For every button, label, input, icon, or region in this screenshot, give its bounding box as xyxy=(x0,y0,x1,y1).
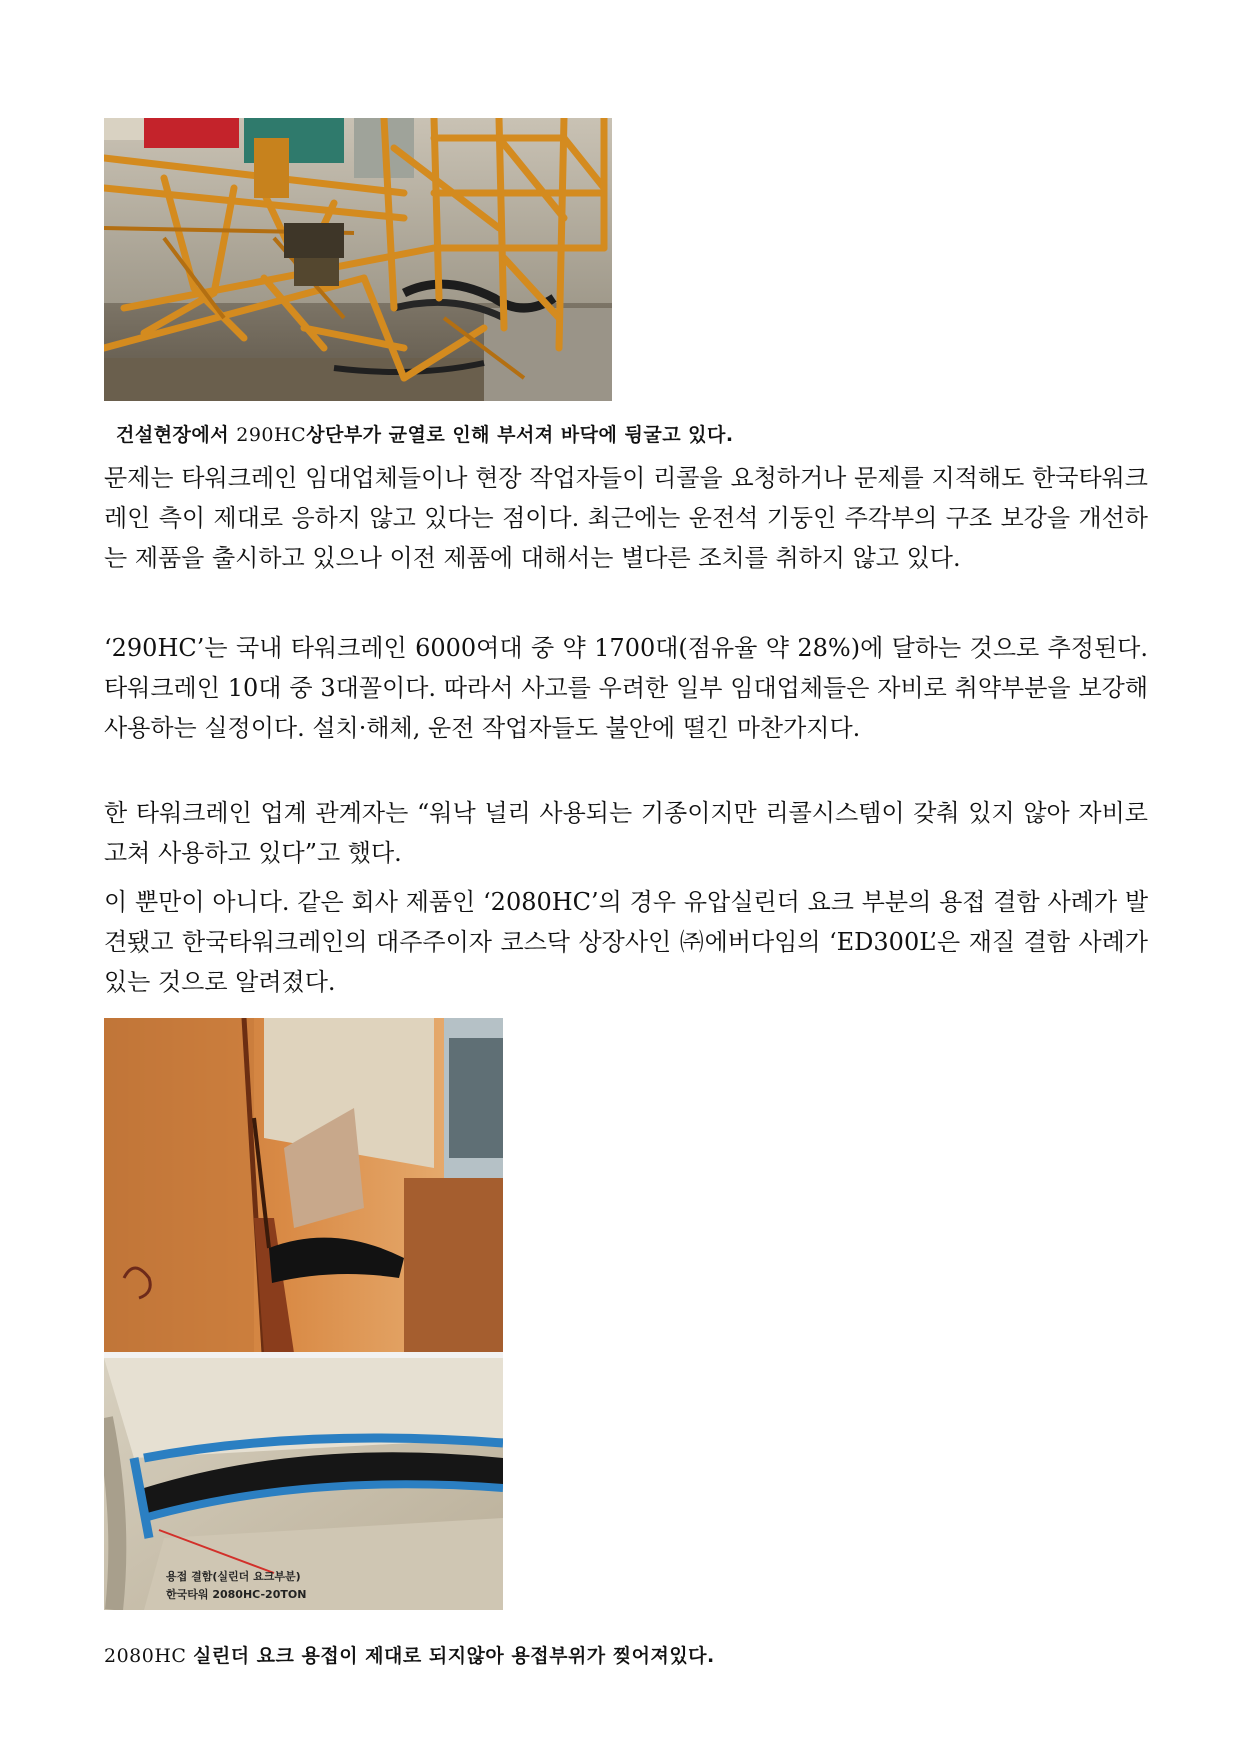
caption-model: 2080HC xyxy=(104,1645,193,1667)
paragraph-1: 문제는 타워크레인 임대업체들이나 현장 작업자들이 리콜을 요청하거나 문제를 지적해도 한국타워크레인 측이 제대로 응하지 않고 있다는 점이다. 최근에는 운전석 기둥인 주각부의 구조 보강을 개선하는 제품을 출시하고 있으나 이전 제품에 대해서는 별다른 조치를 취하지 않고 있다. xyxy=(104,464,1148,572)
caption-rest: 상단부가 균열로 인해 부서져 바닥에 뒹굴고 있다. xyxy=(306,424,734,446)
weld-defect-image xyxy=(104,1018,503,1610)
paragraph-2: ‘290HC’는 국내 타워크레인 6000여대 중 약 1700대(점유율 약 28%)에 달하는 것으로 추정된다. 타워크레인 10대 중 3대꼴이다. 따라서 사고를 우려한 일부 임대업체들은 자비로 취약부분을 보강해 사용하는 실정이다. 설치·해체, 운전 작업자들도 불안에 떨긴 마찬가지다. xyxy=(104,634,1148,742)
caption-rest: 실린더 요크 용접이 제대로 되지않아 용접부위가 찢어져있다. xyxy=(193,1645,715,1667)
crane-collapse-photo xyxy=(104,118,612,401)
weld-defect-photo xyxy=(104,1018,503,1610)
crane-photo-caption xyxy=(116,420,734,447)
weld-photo-caption xyxy=(104,1641,715,1668)
caption-model: 290HC xyxy=(236,424,307,446)
crane-collapse-image xyxy=(104,118,612,401)
weld-label-line2: 한국타워 2080HC-20TON xyxy=(166,1588,307,1601)
paragraph-4: 이 뿐만이 아니다. 같은 회사 제품인 ‘2080HC’의 경우 유압실린더 요크 부분의 용접 결함 사례가 발견됐고 한국타워크레인의 대주주이자 코스닥 상장사인 ㈜에버다임의 ‘ED300L’은 재질 결함 사례가 있는 것으로 알려졌다. xyxy=(104,888,1148,996)
paragraph-3: 한 타워크레인 업계 관계자는 “워낙 널리 사용되는 기종이지만 리콜시스템이 갖춰 있지 않아 자비로 고쳐 사용하고 있다”고 했다. xyxy=(104,799,1148,867)
caption-prefix: 건설현장에서 xyxy=(116,424,237,446)
weld-label-line1: 용접 결함(실린더 요크부분) xyxy=(166,1570,301,1583)
